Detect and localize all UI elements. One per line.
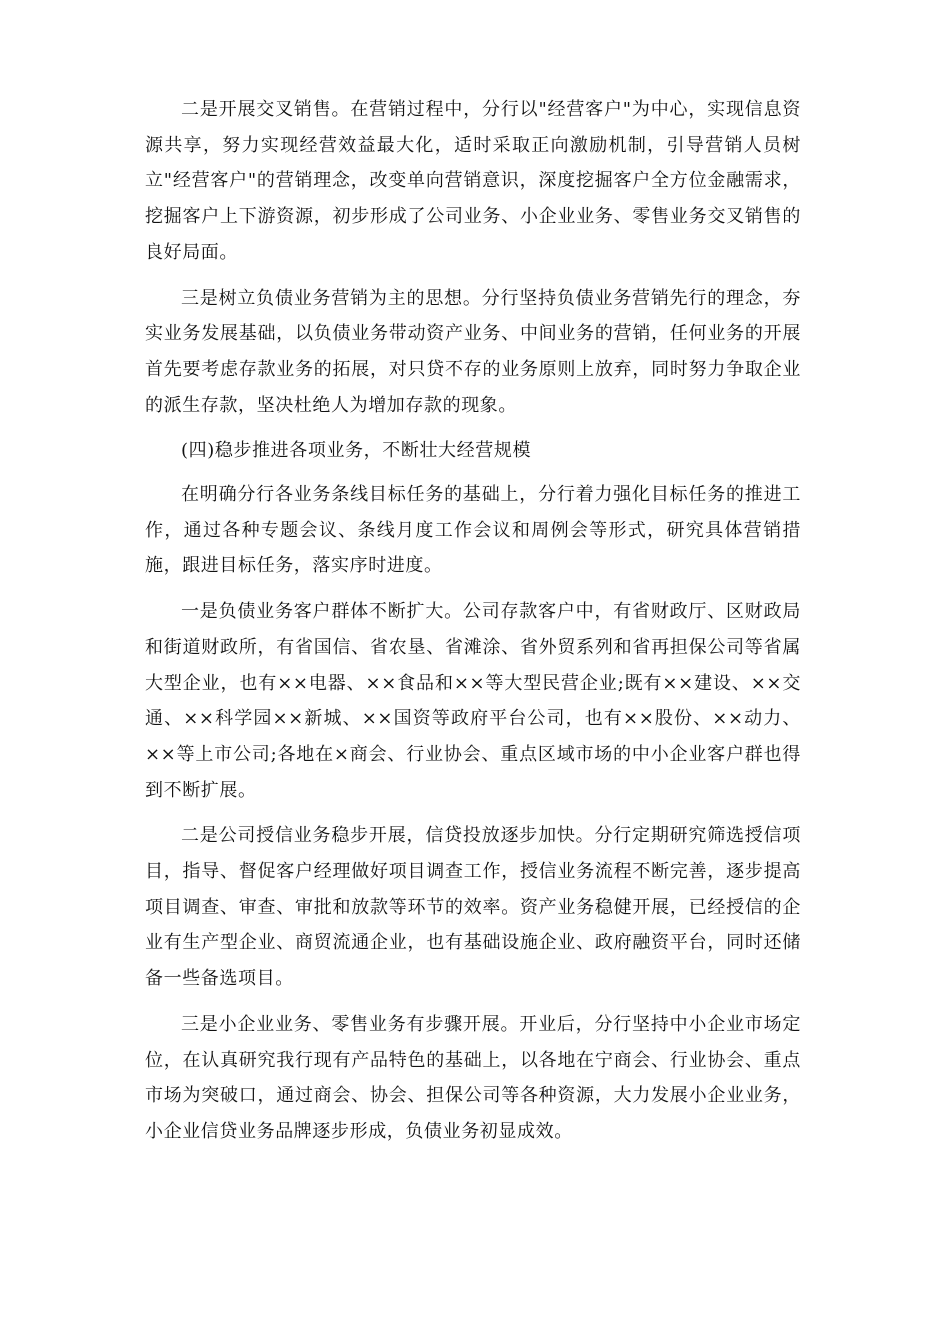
paragraph-customer-base: 一是负债业务客户群体不断扩大。公司存款客户中，有省财政厅、区财政局和街道财政所，有省国信、省农垦、省滩涂、省外贸系列和省再担保公司等省属大型企业，也有××电器、××食品和××等大型民营企业;既有××建设、××交通、××科学园××新城、××国资等政府平台公司，也有××股份、××动力、××等上市公司;各地在×商会、行业协会、重点区域市场的中小企业客户群也得到不断扩展。: [145, 601, 801, 801]
paragraph-credit-business: 二是公司授信业务稳步开展，信贷投放逐步加快。分行定期研究筛选授信项目，指导、督促客户经理做好项目调查工作，授信业务流程不断完善，逐步提高项目调查、审查、审批和放款等环节的效率。资产业务稳健开展，已经授信的企业有生产型企业、商贸流通企业，也有基础设施企业、政府融资平台，同时还储备一些备选项目。: [145, 825, 801, 990]
paragraph-small-enterprise: 三是小企业业务、零售业务有步骤开展。开业后，分行坚持中小企业市场定位，在认真研究我行现有产品特色的基础上，以各地在宁商会、行业协会、重点市场为突破口，通过商会、协会、担保公司等各种资源，大力发展小企业业务，小企业信贷业务品牌逐步形成，负债业务初显成效。: [145, 1013, 801, 1142]
paragraph-cross-selling: 二是开展交叉销售。在营销过程中，分行以"经营客户"为中心，实现信息资源共享，努力实现经营效益最大化，适时采取正向激励机制，引导营销人员树立"经营客户"的营销理念，改变单向营销意识，深度挖掘客户全方位金融需求，挖掘客户上下游资源，初步形成了公司业务、小企业业务、零售业务交叉销售的良好局面。: [145, 99, 801, 263]
paragraph-liability-marketing: 三是树立负债业务营销为主的思想。分行坚持负债业务营销先行的理念，夯实业务发展基础，以负债业务带动资产业务、中间业务的营销，任何业务的开展首先要考虑存款业务的拓展，对只贷不存的业务原则上放弃，同时努力争取企业的派生存款，坚决杜绝人为增加存款的现象。: [145, 287, 801, 416]
paragraph-target-tasks: 在明确分行各业务条线目标任务的基础上，分行着力强化目标任务的推进工作，通过各种专题会议、条线月度工作会议和周例会等形式，研究具体营销措施，跟进目标任务，落实序时进度。: [145, 484, 801, 577]
section-heading-four: (四)稳步推进各项业务，不断壮大经营规模: [181, 440, 532, 462]
document-body: [145, 92, 801, 1160]
